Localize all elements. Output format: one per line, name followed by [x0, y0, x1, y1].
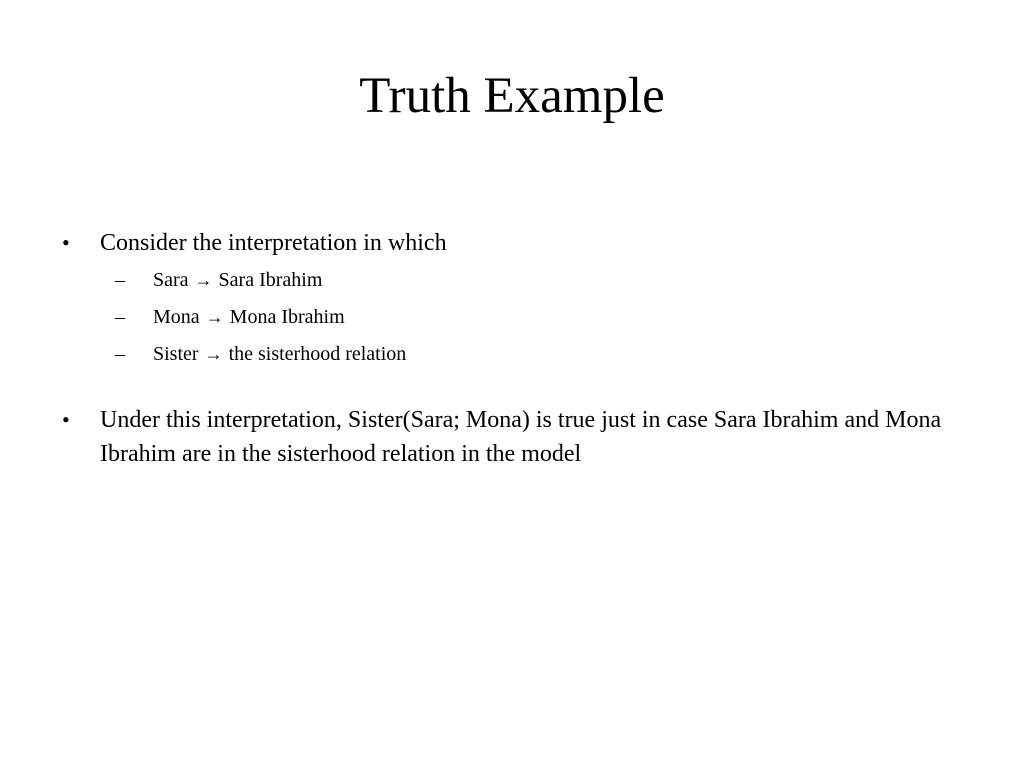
bullet-text: Under this interpretation, Sister(Sara; Mona) is true just in case Sara Ibrahim and Mona Ibrahim are in the sisterhood relation in the model [100, 407, 942, 467]
dash-marker: – [115, 343, 125, 365]
right-arrow-icon: → [204, 344, 223, 364]
sub-item-sara [108, 262, 962, 299]
sub-item-right: the sisterhood relation [228, 343, 407, 365]
bullet-item-1 [62, 226, 962, 373]
right-arrow-icon: → [205, 307, 224, 327]
dash-marker: – [115, 269, 125, 291]
sub-item-left: Mona [153, 306, 200, 328]
sub-item-left: Sara [153, 269, 189, 291]
sub-item-sister [108, 336, 962, 373]
sub-item-right: Sara Ibrahim [218, 269, 323, 291]
bullet-spacer [62, 373, 962, 403]
sub-item-right: Mona Ibrahim [229, 306, 345, 328]
bullet-marker: • [62, 407, 70, 432]
dash-marker: – [115, 306, 125, 328]
bullet-list [62, 226, 962, 471]
sub-list [100, 262, 962, 373]
bullet-marker: • [62, 230, 70, 255]
slide-title: Truth Example [359, 68, 665, 124]
sub-item-left: Sister [153, 343, 199, 365]
bullet-item-2 [62, 403, 962, 471]
sub-item-mona [108, 299, 962, 336]
right-arrow-icon: → [194, 270, 213, 290]
bullet-text: Consider the interpretation in which [100, 230, 447, 256]
